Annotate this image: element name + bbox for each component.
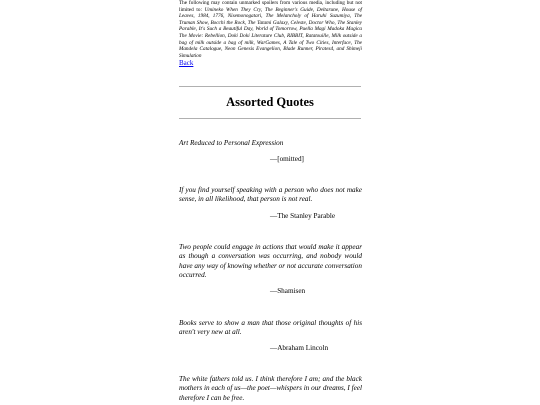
quote-text: If you find yourself speaking with a person who does not make sense, in all likelihood, that person is not real. bbox=[179, 186, 362, 204]
quote-text: Two people could engage in actions that would make it appear as though a conversation was occurring, and nobody would have any way of knowing whether or not accurate conversation occurred. bbox=[179, 243, 362, 280]
title-divider bbox=[179, 118, 361, 119]
quote-attribution: —Shamisen bbox=[270, 287, 306, 295]
disclaimer-intro: The following may contain unmarked spoilers from various media, including but not limited to: bbox=[179, 0, 362, 13]
quote-attribution: —The Stanley Parable bbox=[270, 212, 336, 220]
quote-attribution: —[omitted] bbox=[270, 155, 304, 163]
top-divider bbox=[179, 86, 361, 87]
page-title: Assorted Quotes bbox=[226, 95, 314, 109]
disclaimer-media-list: Umineko When They Cry, The Beginner's Guide, Deltarune, House of Leaves, 1984, 1776, Nisemonogatari, The Melancholy of Haruhi Suzumiya, The Truman Show, Bocchi the Rock, The Tatami Galaxy, Celeste, Doctor Who, The Stanley Parable, It's Such a Beautiful Day, World of Tomorrow, Puella Magi Madoka Magica The Movie: Rebellion, Doki Doki Literature Club, RIBBIT, Ratatouille, Milk outside a bag of milk outside a bag of milk, WarGames, A Tale of Two Cities, Interface, The Mandela Catalogue, Neon Genesis Evangelion, Blade Runner, Pirates4, and Shimeji Simulation bbox=[179, 6, 362, 59]
quote-text: Books serve to show a man that those original thoughts of his aren't very new at all. bbox=[179, 319, 362, 337]
back-link[interactable]: Back bbox=[179, 59, 194, 67]
quote-text: Art Reduced to Personal Expression bbox=[179, 139, 284, 147]
quote-text: The white fathers told us. I think therefore I am; and the black mothers in each of us—the poet—whispers in our dreams, I feel therefore I can be free. bbox=[179, 375, 362, 402]
spoiler-disclaimer bbox=[179, 0, 362, 59]
quote-attribution: —Abraham Lincoln bbox=[270, 344, 329, 352]
